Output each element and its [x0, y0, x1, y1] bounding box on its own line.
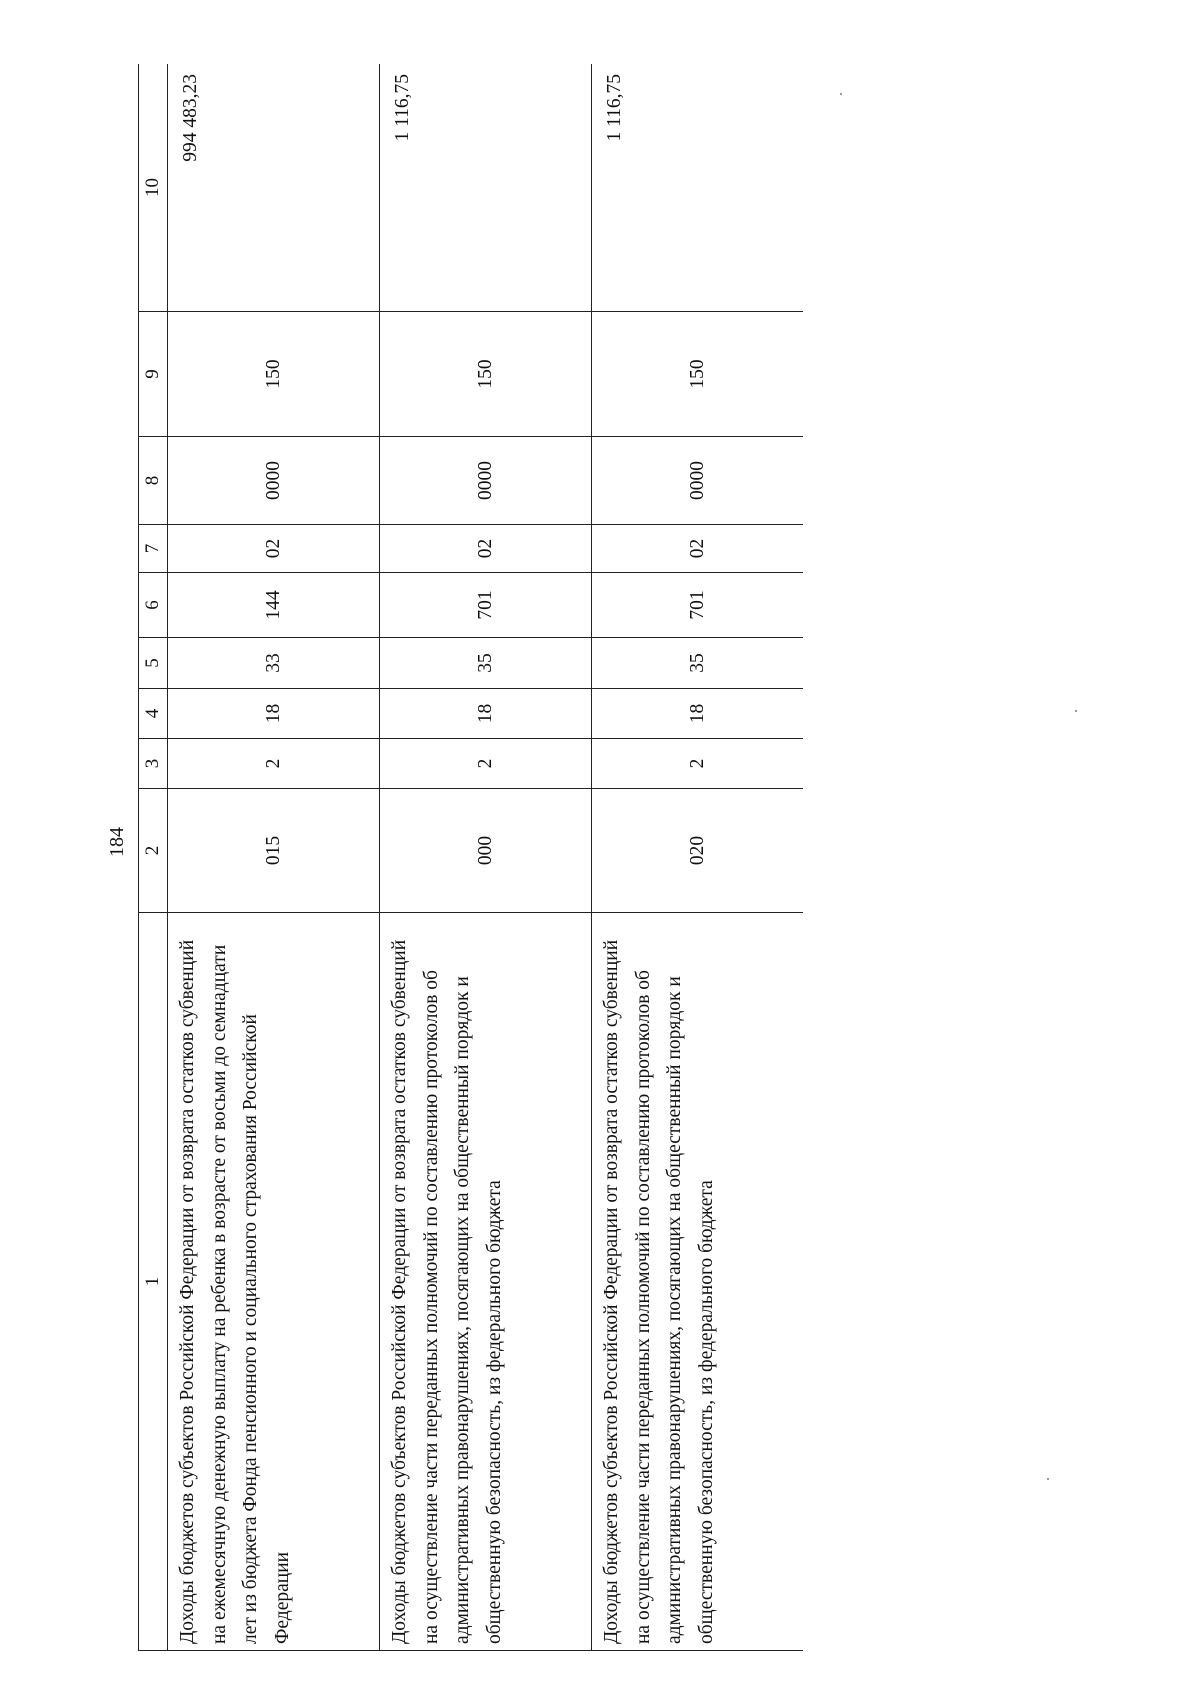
- scan-speck: [840, 93, 842, 95]
- header-row: [139, 64, 168, 1651]
- code-element: 02: [380, 525, 592, 573]
- code-program: 0000: [592, 437, 804, 525]
- col-header-7: 7: [139, 525, 168, 573]
- code-element: 02: [592, 525, 804, 573]
- code-program: 0000: [380, 437, 592, 525]
- rotated-table-frame: [138, 64, 803, 1651]
- code-econ: 150: [168, 312, 380, 437]
- col-header-4: 4: [139, 689, 168, 739]
- code-subarticle: 144: [168, 573, 380, 638]
- col-header-2: 2: [139, 789, 168, 913]
- code-element: 02: [168, 525, 380, 573]
- col-header-6: 6: [139, 573, 168, 638]
- code-group: 2: [168, 739, 380, 789]
- col-header-1: 1: [139, 913, 168, 1651]
- scan-speck: [1047, 1478, 1049, 1480]
- row-description: Доходы бюджетов субъектов Российской Федерации от возврата остатков субвенций на осуществление части переданных полномочий по составлению протоколов об административных правонарушениях, посягающих на общественный порядок и общественную безопасность, из федерального бюджета: [592, 913, 804, 1651]
- code-article: 35: [592, 638, 804, 689]
- code-article: 33: [168, 638, 380, 689]
- col-header-8: 8: [139, 437, 168, 525]
- col-header-10: 10: [139, 64, 168, 312]
- budget-revenue-table: [138, 64, 803, 1651]
- code-program: 0000: [168, 437, 380, 525]
- row-description: Доходы бюджетов субъектов Российской Федерации от возврата остатков субвенций на осуществление части переданных полномочий по составлению протоколов об административных правонарушениях, посягающих на общественный порядок и общественную безопасность, из федерального бюджета: [380, 913, 592, 1651]
- code-article: 35: [380, 638, 592, 689]
- page-number: 184: [106, 827, 128, 857]
- col-header-5: 5: [139, 638, 168, 689]
- table-row: [380, 64, 592, 1651]
- code-subgroup: 18: [380, 689, 592, 739]
- code-group: 2: [380, 739, 592, 789]
- scan-speck: [1075, 710, 1077, 712]
- code-subgroup: 18: [592, 689, 804, 739]
- amount: 1 116,75: [592, 64, 804, 312]
- amount: 994 483,23: [168, 64, 380, 312]
- table-container: [138, 64, 803, 1651]
- code-admin: 015: [168, 789, 380, 913]
- col-header-9: 9: [139, 312, 168, 437]
- table-row: [168, 64, 380, 1651]
- amount: 1 116,75: [380, 64, 592, 312]
- code-subgroup: 18: [168, 689, 380, 739]
- code-subarticle: 701: [380, 573, 592, 638]
- row-description: Доходы бюджетов субъектов Российской Федерации от возврата остатков субвенций на ежемесячную денежную выплату на ребенка в возрасте от восьми до семнадцати лет из бюджета Фонда пенсионного и социального страхования Российской Федерации: [168, 913, 380, 1651]
- code-subarticle: 701: [592, 573, 804, 638]
- code-admin: 000: [380, 789, 592, 913]
- table-row: [592, 64, 804, 1651]
- code-group: 2: [592, 739, 804, 789]
- code-econ: 150: [380, 312, 592, 437]
- col-header-3: 3: [139, 739, 168, 789]
- code-admin: 020: [592, 789, 804, 913]
- code-econ: 150: [592, 312, 804, 437]
